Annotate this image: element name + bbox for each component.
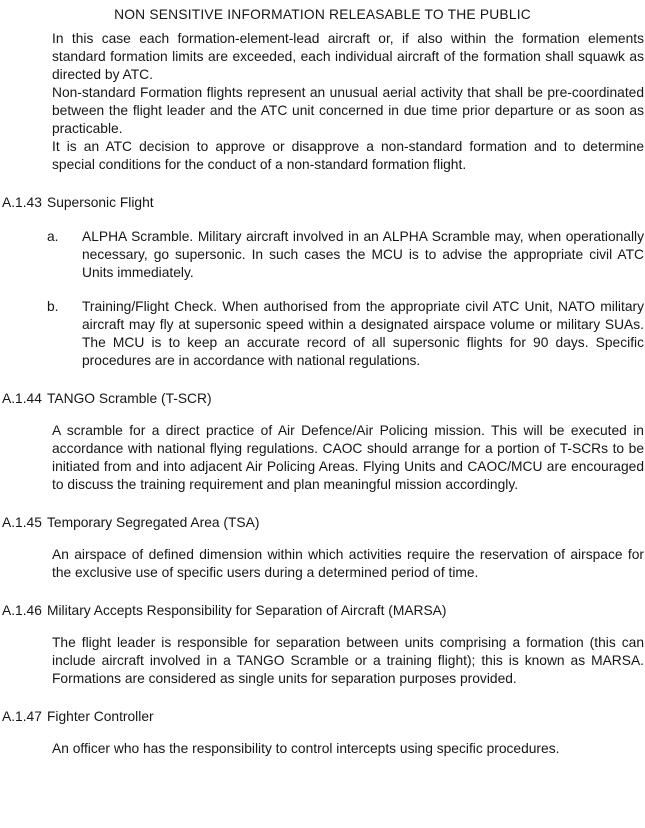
section-paragraph: The flight leader is responsible for separation between units comprising a formation (this can include aircraft involved in a TANGO Scramble or a training flight); this is known as MARSA. Formations are considered as single units for separation purposes provided. bbox=[52, 635, 644, 686]
list-item-alpha-scramble bbox=[0, 228, 645, 282]
section-heading bbox=[0, 708, 645, 726]
section-paragraph: A scramble for a direct practice of Air Defence/Air Policing mission. This will be executed in accordance with national flying regulations. CAOC should arrange for a portion of T-SCRs to be initiated from and into adjacent Air Policing Areas. Flying Units and CAOC/MCU are encouraged to discuss the training requirement and plan meaningful mission accordingly. bbox=[52, 423, 644, 492]
list-item-training-flight-check bbox=[0, 298, 645, 370]
page-header: NON SENSITIVE INFORMATION RELEASABLE TO THE PUBLIC bbox=[114, 7, 531, 22]
list-item-letter: a. bbox=[47, 229, 59, 244]
section-marsa bbox=[0, 602, 645, 688]
section-number: A.1.45 bbox=[2, 515, 42, 530]
list-item-letter: b. bbox=[47, 299, 59, 314]
section-supersonic-flight bbox=[0, 194, 645, 370]
section-title: Temporary Segregated Area (TSA) bbox=[47, 515, 260, 530]
section-title: Supersonic Flight bbox=[47, 195, 154, 210]
intro-paragraph-atc-decision: It is an ATC decision to approve or disapprove a non-standard formation and to determine special conditions for the conduct of a non-standard formation flight. bbox=[52, 139, 644, 172]
section-title: TANGO Scramble (T-SCR) bbox=[47, 391, 212, 406]
section-fighter-controller bbox=[0, 708, 645, 758]
section-heading bbox=[0, 514, 645, 532]
intro-block bbox=[52, 30, 645, 174]
section-title: Military Accepts Responsibility for Separation of Aircraft (MARSA) bbox=[47, 603, 447, 618]
list-item-text: Training/Flight Check. When authorised from the appropriate civil ATC Unit, NATO military aircraft may fly at supersonic speed within a designated airspace volume or military SUAs. The MCU is to keep an accurate record of all supersonic flights for 90 days. Specific procedures are in accordance with national regulations. bbox=[82, 299, 644, 368]
section-paragraph: An airspace of defined dimension within which activities require the reservation of airspace for the exclusive use of specific users during a determined period of time. bbox=[52, 547, 644, 580]
section-number: A.1.46 bbox=[2, 603, 42, 618]
intro-paragraph-formation-squawk: In this case each formation-element-lead aircraft or, if also within the formation elements standard formation limits are exceeded, each individual aircraft of the formation shall squawk as directed by ATC. bbox=[52, 31, 644, 82]
section-number: A.1.44 bbox=[2, 391, 42, 406]
section-title: Fighter Controller bbox=[47, 709, 154, 724]
section-heading bbox=[0, 390, 645, 408]
section-number: A.1.47 bbox=[2, 709, 42, 724]
list-item-text: ALPHA Scramble. Military aircraft involved in an ALPHA Scramble may, when operationally necessary, go supersonic. In such cases the MCU is to advise the appropriate civil ATC Units immediately. bbox=[82, 229, 644, 280]
section-number: A.1.43 bbox=[2, 195, 42, 210]
section-heading bbox=[0, 602, 645, 620]
section-temporary-segregated-area bbox=[0, 514, 645, 582]
intro-paragraph-nonstandard-formation: Non-standard Formation flights represent an unusual aerial activity that shall be pre-coordinated between the flight leader and the ATC unit concerned in due time prior departure or as soon as practicable. bbox=[52, 85, 644, 136]
section-tango-scramble bbox=[0, 390, 645, 494]
section-paragraph: An officer who has the responsibility to control intercepts using specific procedures. bbox=[52, 741, 560, 756]
section-heading bbox=[0, 194, 645, 212]
